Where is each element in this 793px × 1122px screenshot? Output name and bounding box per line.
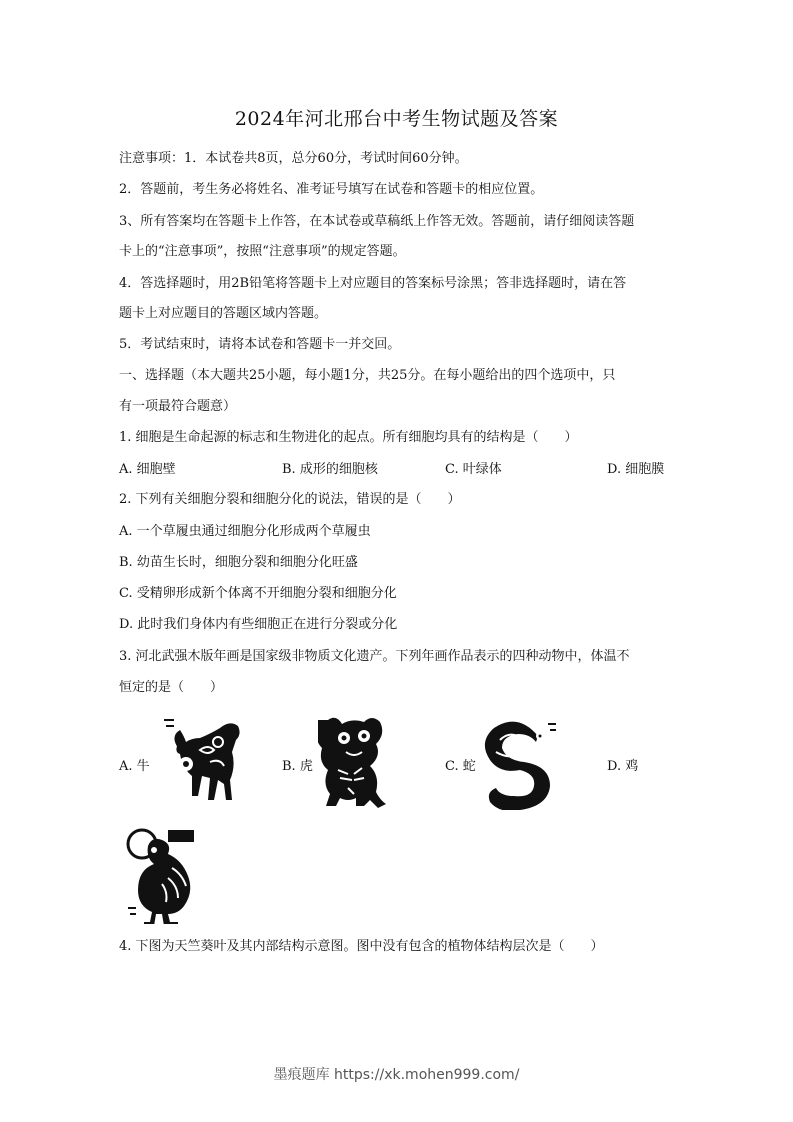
note-line-1: 注意事项：1．本试卷共8页，总分60分，考试时间60分钟。 <box>119 151 468 166</box>
snake-woodcut-image <box>482 712 562 810</box>
footer-watermark: 墨痕题库 https://xk.mohen999.com/ <box>273 1067 520 1083</box>
q1-stem: 1. 细胞是生命起源的标志和生物进化的起点。所有细胞均具有的结构是（ ） <box>119 430 578 445</box>
note-line-3: 3、所有答案均在答题卡上作答，在本试卷或草稿纸上作答无效。答题前，请仔细阅读答题 <box>119 214 635 229</box>
q3-option-a: A. 牛 <box>119 759 150 774</box>
q2-option-b: B. 幼苗生长时，细胞分裂和细胞分化旺盛 <box>119 555 358 570</box>
tiger-woodcut-image <box>318 712 396 810</box>
q3-option-d: D. 鸡 <box>607 759 639 774</box>
q1-option-a: A. 细胞壁 <box>119 462 176 477</box>
ox-woodcut-image <box>160 710 242 810</box>
section-heading-line-2: 有一项最符合题意） <box>119 399 237 414</box>
q3-stem-line-1: 3. 河北武强木版年画是国家级非物质文化遗产。下列年画作品表示的四种动物中，体温不 <box>119 649 630 664</box>
note-line-4: 卡上的“注意事项”，按照“注意事项”的规定答题。 <box>119 244 406 259</box>
q3-stem-line-2: 恒定的是（ ） <box>119 680 224 695</box>
q1-option-d: D. 细胞膜 <box>607 462 665 477</box>
q3-option-c: C. 蛇 <box>445 759 476 774</box>
q2-stem: 2. 下列有关细胞分裂和细胞分化的说法，错误的是（ ） <box>119 492 461 507</box>
q1-option-c: C. 叶绿体 <box>445 462 502 477</box>
q2-option-a: A. 一个草履虫通过细胞分化形成两个草履虫 <box>119 524 371 539</box>
q2-option-c: C. 受精卵形成新个体离不开细胞分裂和细胞分化 <box>119 586 397 601</box>
page-title: 2024年河北邢台中考生物试题及答案 <box>234 108 559 130</box>
rooster-woodcut-image <box>124 824 200 924</box>
note-line-5: 4．答选择题时，用2B铅笔将答题卡上对应题目的答案标号涂黑；答非选择题时，请在答 <box>119 276 627 291</box>
note-line-7: 5．考试结束时，请将本试卷和答题卡一并交回。 <box>119 337 401 352</box>
q2-option-d: D. 此时我们身体内有些细胞正在进行分裂或分化 <box>119 617 398 632</box>
section-heading-line-1: 一、选择题（本大题共25小题，每小题1分，共25分。在每小题给出的四个选项中，只 <box>119 368 616 383</box>
q4-stem: 4. 下图为天竺葵叶及其内部结构示意图。图中没有包含的植物体结构层次是（ ） <box>119 939 604 954</box>
q3-option-b: B. 虎 <box>282 759 313 774</box>
note-line-2: 2．答题前，考生务必将姓名、准考证号填写在试卷和答题卡的相应位置。 <box>119 182 544 197</box>
q1-option-b: B. 成形的细胞核 <box>282 462 378 477</box>
note-line-6: 题卡上对应题目的答题区域内答题。 <box>119 306 328 321</box>
